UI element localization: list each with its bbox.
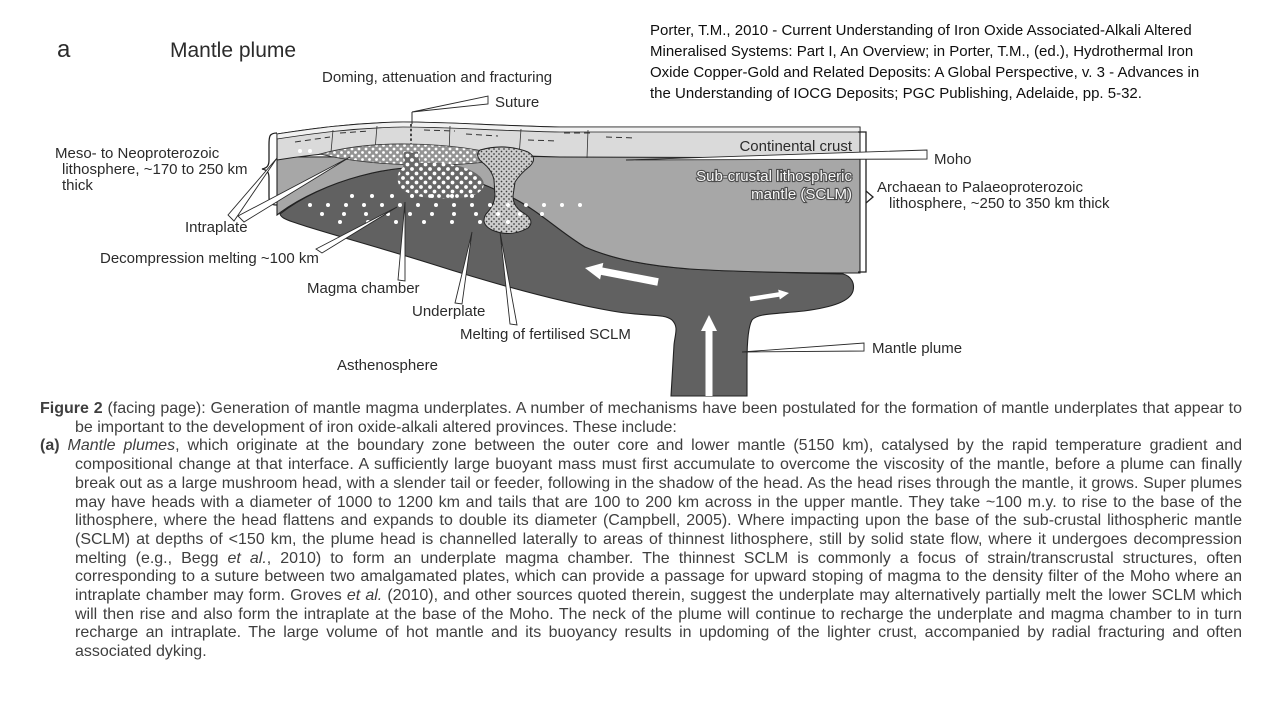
suture-leader — [412, 96, 488, 112]
label-meso-line2: lithosphere, ~170 to 250 km — [62, 161, 248, 178]
label-asthenosphere: Asthenosphere — [337, 357, 438, 374]
label-underplate: Underplate — [412, 303, 486, 320]
label-meso-line1: Meso- to Neoproterozoic — [55, 145, 220, 162]
label-meso-line3: thick — [62, 177, 93, 194]
caption-segment: (2010), and other sources quoted therein, suggest the underplate may alternatively partially melt the lower SCLM which will then rise and also form the intraplate at the base of the Moho. The neck of the plume will continue to recharge the underplate and magma chamber to in turn recharge an intraplate. The large volume of hot mantle and its buoyancy results in updoming of the lighter crust, accompanied by radial fracturing and often associated dyking. — [75, 587, 1243, 661]
mantle-plume-leader — [742, 343, 864, 352]
label-archaean-line2: lithosphere, ~250 to 350 km thick — [889, 195, 1110, 212]
caption-segment: , 2010) to form an underplate magma chamber. The thinnest SCLM is commonly a focus of strain/transcrustal structures, often corresponding to a suture between two amalgamated plates, which can provide a passage for upward stoping of magma to the density filter of the Moho where an intraplate chamber may form. Groves — [75, 549, 1242, 605]
caption-paragraph — [40, 400, 1242, 437]
label-moho: Moho — [934, 151, 972, 168]
label-subcrustal-line1: Sub-crustal lithospheric — [696, 168, 852, 185]
caption-segment: et al. — [227, 549, 267, 567]
caption-segment: , which originate at the boundary zone between the outer core and lower mantle (5150 km), catalysed by the rapid temperature gradient and compositional change at that interface. A sufficiently large buoyant mass must first accumulate to overcome the viscosity of the mantle, before a plume can finally break out as a large mushroom head, with a slender tail or feeder, following in the shadow of the head. As the head rises through the mantle, it grows. Super plumes may have heads with a diameter of 1000 to 1200 km and tails that are 100 to 200 km across in the upper mantle. They take ~100 m.y. to rise to the base of the lithosphere, where the head flattens and expands to double its diameter (Campbell, 2005). Where impacting upon the base of the sub-crustal lithospheric mantle (SCLM) at depths of <150 km, the plume head is channelled laterally to areas of thinnest lithosphere, still by solid state flow, where it undergoes decompression melting (e.g., Begg — [75, 437, 1243, 567]
label-doming: Doming, attenuation and fracturing — [322, 69, 553, 86]
label-suture: Suture — [495, 94, 540, 111]
caption-segment: et al. — [346, 587, 383, 605]
archaean-bracket-notch — [866, 191, 873, 203]
label-intraplate: Intraplate — [185, 219, 248, 236]
caption-segment: (a) — [40, 437, 68, 455]
label-decompression: Decompression melting ~100 km — [100, 250, 319, 267]
label-subcrustal-line2: mantle (SCLM) — [751, 186, 852, 203]
citation-text: Porter, T.M., 2010 - Current Understanding of Iron Oxide Associated-Alkali Altered Mineralised Systems: Part I, An Overview; in Porter, T.M., (ed.), Hydrothermal Iron Oxide Copper-Gold and Related Deposits: A Global Perspective, v. 3 - Advances in the Understanding of IOCG Deposits; PGC Publishing, Adelaide, pp. 5-32. — [650, 22, 1200, 102]
panel-letter: a — [57, 36, 71, 63]
diagram-title: Mantle plume — [170, 39, 297, 62]
caption-segment: Mantle plumes — [67, 437, 176, 455]
figure-caption — [40, 400, 1242, 662]
label-magma-chamber: Magma chamber — [307, 280, 420, 297]
label-melting-sclm: Melting of fertilised SCLM — [460, 326, 631, 343]
label-archaean-line1: Archaean to Palaeoproterozoic — [877, 179, 1083, 196]
label-continental-crust: Continental crust — [739, 138, 852, 155]
caption-paragraph — [40, 437, 1242, 661]
caption-segment: Figure 2 — [40, 400, 103, 417]
label-mantle-plume: Mantle plume — [872, 340, 963, 357]
caption-segment: (facing page): Generation of mantle magma underplates. A number of mechanisms have been postulated for the formation of mantle underplates that appear to be important to the development of iron oxide-alkali altered provinces. These include: — [75, 400, 1243, 436]
